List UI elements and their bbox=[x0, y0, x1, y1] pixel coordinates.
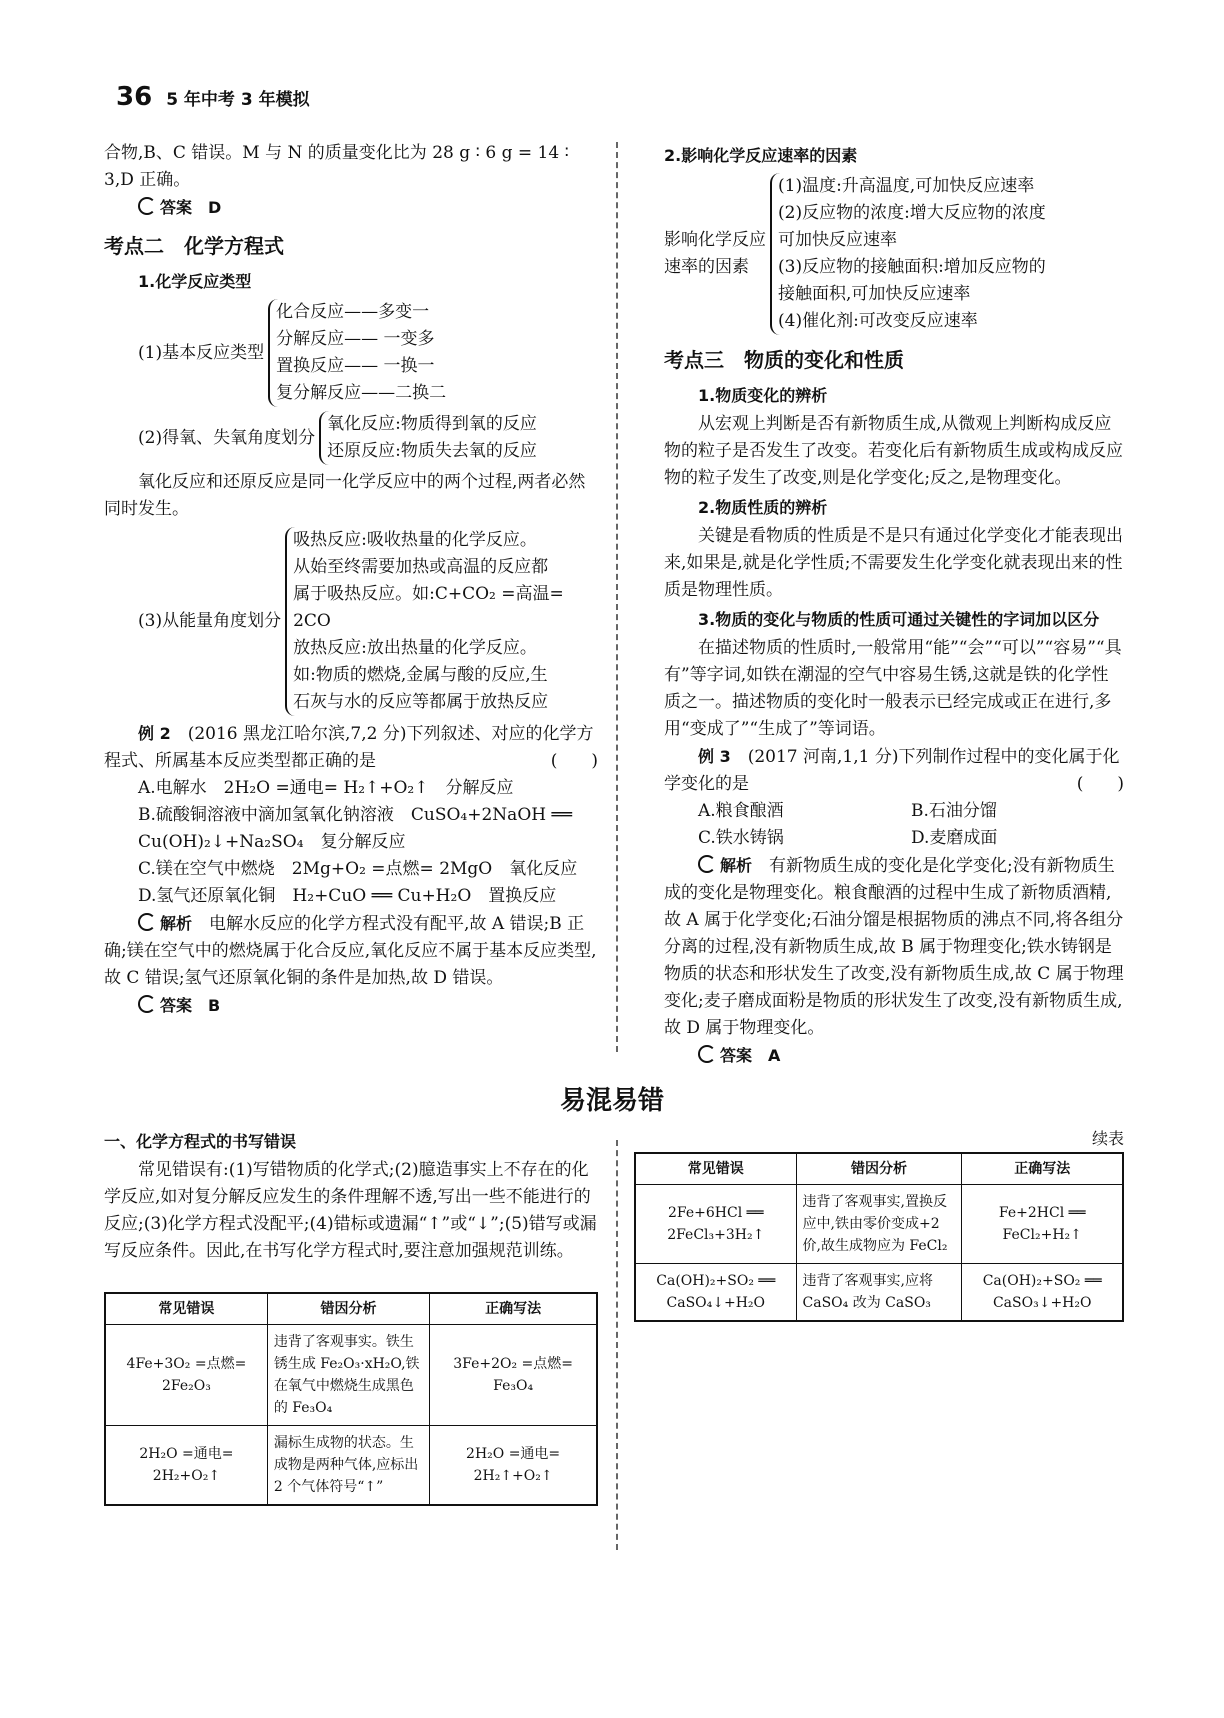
list-item: (2)反应物的浓度:增大反应物的浓度 bbox=[778, 203, 1046, 223]
col-header: 错因分析 bbox=[796, 1153, 962, 1185]
brace-items bbox=[319, 411, 537, 465]
basic-reaction-types bbox=[104, 299, 598, 407]
paragraph: 在描述物质的性质时,一般常用“能”“会”“可以”“容易”“具有”等字词,如铁在潮湿的空气中容易生锈,这就是铁的化学性质之一。描述物质的变化时一般表示已经完成或正在进行,多用“变成了”“生成了”等词语。 bbox=[664, 638, 1122, 739]
answer-1: 答案 D bbox=[104, 194, 598, 221]
list-item: (3)反应物的接触面积:增加反应物的 bbox=[778, 257, 1046, 277]
example-2: 例 2 (2016 黑龙江哈尔滨,7,2 分)下列叙述、对应的化学方程式、所属基本反应类型都正确的是 ( ) bbox=[104, 724, 598, 771]
oxidation-division bbox=[104, 411, 598, 465]
page-number: 36 bbox=[116, 82, 153, 112]
list-item: 接触面积,可加快反应速率 bbox=[778, 284, 971, 304]
table-cell: Ca(OH)₂+SO₂ ══ CaSO₄↓+H₂O bbox=[635, 1264, 796, 1322]
table-cell: 违背了客观事实,置换反应中,铁由零价变成+2 价,故生成物应为 FeCl₂ bbox=[796, 1185, 962, 1264]
col-header: 错因分析 bbox=[267, 1293, 429, 1325]
table-row bbox=[105, 1325, 597, 1426]
section-2-title: 2.影响化学反应速率的因素 bbox=[664, 146, 858, 165]
table-cell: 4Fe+3O₂ =点燃= 2Fe₂O₃ bbox=[105, 1325, 267, 1426]
example-3: 例 3 (2017 河南,1,1 分)下列制作过程中的变化属于化学变化的是 ( ) bbox=[664, 747, 1124, 794]
kp3-title: 考点三 物质的变化和性质 bbox=[664, 348, 904, 372]
option-b: B.硫酸铜溶液中滴加氢氧化钠溶液 CuSO₄+2NaOH ══ Cu(OH)₂↓+Na₂SO₄ 复分解反应 bbox=[138, 805, 572, 852]
energy-division bbox=[104, 527, 598, 716]
option-c: C.铁水铸锅 bbox=[698, 828, 784, 848]
left-column bbox=[104, 140, 598, 1019]
r1-title: 1.物质变化的辨析 bbox=[698, 386, 828, 405]
table-cell: Fe+2HCl ══ FeCl₂+H₂↑ bbox=[962, 1185, 1123, 1264]
errors-table-continued bbox=[634, 1152, 1124, 1322]
col-header: 常见错误 bbox=[105, 1293, 267, 1325]
column-divider bbox=[616, 1140, 618, 1550]
list-item: 石灰与水的反应等都属于放热反应 bbox=[293, 692, 549, 712]
brace-items bbox=[770, 173, 1046, 335]
list-item: 分解反应—— 一变多 bbox=[276, 329, 435, 349]
paragraph: 关键是看物质的性质是不是只有通过化学变化才能表现出来,如果是,就是化学性质;不需要发生化学变化就表现出来的性质是物理性质。 bbox=[664, 526, 1123, 600]
answer-mark-icon bbox=[138, 197, 156, 215]
brace-label: 影响化学反应 速率的因素 bbox=[664, 230, 766, 277]
option-d: D.氢气还原氧化铜 H₂+CuO ══ Cu+H₂O 置换反应 bbox=[138, 886, 557, 906]
sub-title: 一、化学方程式的书写错误 bbox=[104, 1132, 297, 1151]
book-title: 5 年中考 3 年模拟 bbox=[166, 90, 310, 110]
list-item: 化合反应——多变一 bbox=[276, 302, 430, 322]
list-item: 属于吸热反应。如:C+CO₂ =高温= 2CO bbox=[293, 584, 564, 631]
brace-label: (2)得氧、失氧角度划分 bbox=[138, 427, 316, 448]
brace-label: (1)基本反应类型 bbox=[138, 342, 265, 363]
table-header-row bbox=[105, 1293, 597, 1325]
section-title: 易混易错 bbox=[559, 1086, 664, 1116]
explanation-2: 解析 电解水反应的化学方程式没有配平,故 A 错误;B 正确;镁在空气中的燃烧属于化合反应,氧化反应不属于基本反应类型,故 C 错误;氢气还原氧化铜的条件是加热,故 D 错误。 bbox=[104, 914, 597, 988]
analysis-mark-icon bbox=[138, 913, 156, 931]
table-cell: 违背了客观事实,应将 CaSO₄ 改为 CaSO₃ bbox=[796, 1264, 962, 1322]
answer-mark-icon bbox=[698, 1045, 716, 1063]
list-item: 还原反应:物质失去氧的反应 bbox=[327, 441, 537, 461]
errors-table bbox=[104, 1292, 598, 1506]
r2-title: 2.物质性质的辨析 bbox=[698, 498, 828, 517]
list-item: 如:物质的燃烧,金属与酸的反应,生 bbox=[293, 665, 548, 685]
table-row bbox=[635, 1264, 1123, 1322]
col-header: 正确写法 bbox=[430, 1293, 597, 1325]
col-header: 常见错误 bbox=[635, 1153, 796, 1185]
table-cell: 违背了客观事实。铁生锈生成 Fe₂O₃·xH₂O,铁在氧气中燃烧生成黑色的 Fe₃O₄ bbox=[267, 1325, 429, 1426]
table-row bbox=[635, 1185, 1123, 1264]
list-item: 吸热反应:吸收热量的化学反应。 bbox=[293, 530, 537, 550]
continued-text: 合物,B、C 错误。M 与 N 的质量变化比为 28 g ∶ 6 g = 14 ∶ 3,D 正确。 bbox=[104, 143, 569, 190]
brace-items bbox=[268, 299, 446, 407]
list-item: 放热反应:放出热量的化学反应。 bbox=[293, 638, 537, 658]
analysis-mark-icon bbox=[698, 855, 716, 873]
answer-3: 答案 A bbox=[664, 1042, 1124, 1069]
brace-items bbox=[285, 527, 598, 716]
col-header: 正确写法 bbox=[962, 1153, 1123, 1185]
list-item: (1)温度:升高温度,可加快反应速率 bbox=[778, 176, 1035, 196]
list-item: 氧化反应:物质得到氧的反应 bbox=[327, 414, 537, 434]
paragraph: 从宏观上判断是否有新物质生成,从微观上判断构成反应物的粒子是否发生了改变。若变化后有新物质生成或构成反应物的粒子发生了改变,则是化学变化;反之,是物理变化。 bbox=[664, 414, 1123, 488]
kp2-title: 考点二 化学方程式 bbox=[104, 234, 284, 258]
explanation-3: 解析 有新物质生成的变化是化学变化;没有新物质生成的变化是物理变化。粮食酿酒的过程中生成了新物质酒精,故 A 属于化学变化;石油分馏是根据物质的沸点不同,将各组分分离的过程,没有新物质生成,故 B 属于物理变化;铁水铸钢是物质的状态和形状发生了改变,没有新物质生成,故 C 属于物理变化;麦子磨成面粉是物质的形状发生了改变,没有新物质生成,故 D 属于物理变化。 bbox=[664, 856, 1124, 1038]
option-c: C.镁在空气中燃烧 2Mg+O₂ =点燃= 2MgO 氧化反应 bbox=[138, 859, 578, 879]
table-cell: 2H₂O =通电= 2H₂↑+O₂↑ bbox=[430, 1426, 597, 1506]
column-divider bbox=[616, 142, 618, 1052]
brace-label: (3)从能量角度划分 bbox=[138, 611, 282, 631]
section-1-title: 1.化学反应类型 bbox=[138, 272, 252, 291]
list-item: 复分解反应——二换二 bbox=[276, 383, 447, 403]
table-cell: 3Fe+2O₂ =点燃= Fe₃O₄ bbox=[430, 1325, 597, 1426]
options-row bbox=[664, 825, 1124, 852]
section-left bbox=[104, 1126, 598, 1265]
table-row bbox=[105, 1426, 597, 1506]
table-header-row bbox=[635, 1153, 1123, 1185]
list-item: 可加快反应速率 bbox=[778, 230, 897, 250]
option-a: A.电解水 2H₂O =通电= H₂↑+O₂↑ 分解反应 bbox=[138, 778, 514, 798]
list-item: 置换反应—— 一换一 bbox=[276, 356, 435, 376]
page-header bbox=[116, 82, 310, 112]
table-cell: 漏标生成物的状态。生成物是两种气体,应标出 2 个气体符号“↑” bbox=[267, 1426, 429, 1506]
table-cell: 2Fe+6HCl ══ 2FeCl₃+3H₂↑ bbox=[635, 1185, 796, 1264]
list-item: 从始至终需要加热或高温的反应都 bbox=[293, 557, 549, 577]
table-cell: Ca(OH)₂+SO₂ ══ CaSO₃↓+H₂O bbox=[962, 1264, 1123, 1322]
intro-paragraph: 常见错误有:(1)写错物质的化学式;(2)臆造事实上不存在的化学反应,如对复分解反应发生的条件理解不透,写出一些不能进行的反应;(3)化学方程式没配平;(4)错标或遗漏“↑”或“↓”;(5)错写或漏写反应条件。因此,在书写化学方程式时,要注意加强规范训练。 bbox=[104, 1160, 597, 1261]
table-cell: 2H₂O =通电= 2H₂+O₂↑ bbox=[105, 1426, 267, 1506]
option-b: B.石油分馏 bbox=[911, 801, 997, 821]
continued-label: 续表 bbox=[1091, 1129, 1124, 1148]
r3-title: 3.物质的变化与物质的性质可通过关键性的字词加以区分 bbox=[698, 610, 1100, 629]
paragraph: 氧化反应和还原反应是同一化学反应中的两个过程,两者必然同时发生。 bbox=[104, 472, 586, 519]
right-column bbox=[664, 140, 1124, 1069]
answer-mark-icon bbox=[138, 995, 156, 1013]
answer-2: 答案 B bbox=[104, 992, 598, 1019]
list-item: (4)催化剂:可改变反应速率 bbox=[778, 311, 978, 331]
option-d: D.麦磨成面 bbox=[911, 828, 998, 848]
options-row bbox=[664, 798, 1124, 825]
rate-factors bbox=[664, 173, 1124, 335]
option-a: A.粮食酿酒 bbox=[698, 801, 784, 821]
